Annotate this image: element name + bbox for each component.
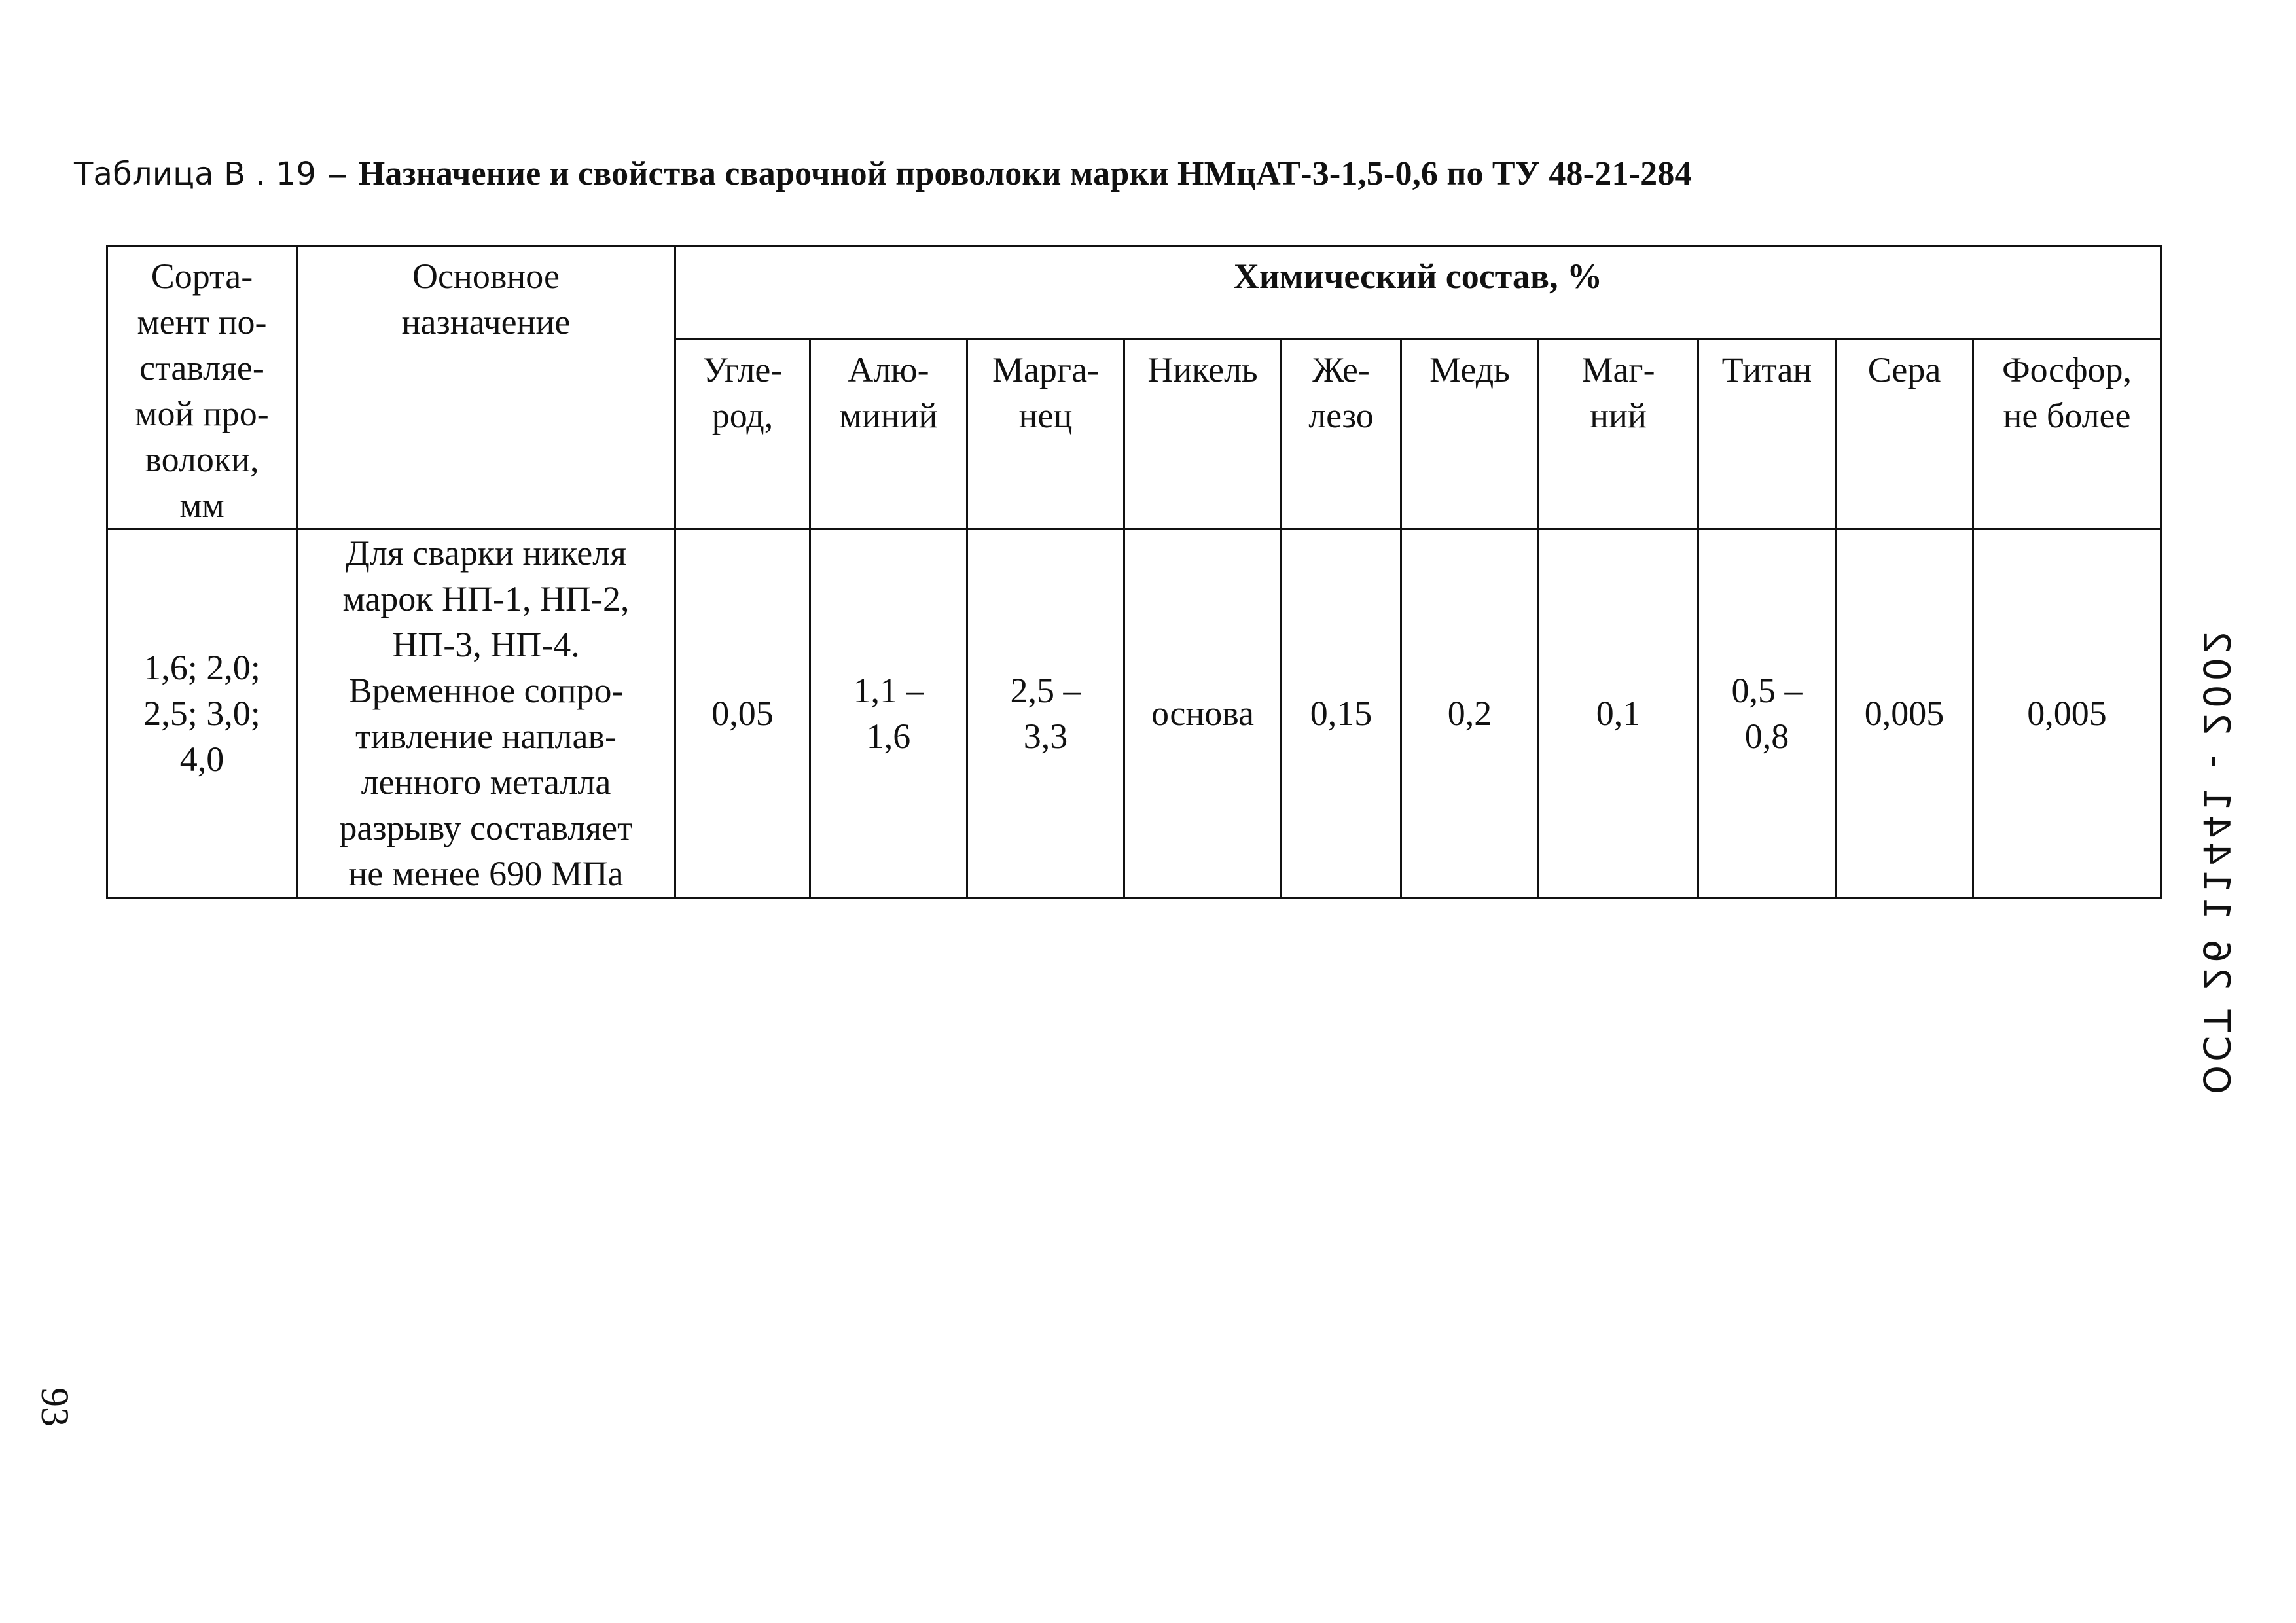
cell-magnesium: 0,1 [1539,529,1698,898]
cell-aluminium: 1,1 – 1,6 [810,529,967,898]
header-purpose: Основное назначение [297,246,675,529]
document-code: ОСТ 26 11441 - 2002 [2195,626,2237,1094]
header-carbon: Угле- род, [675,340,810,529]
header-phosphorus: Фосфор, не более [1973,340,2161,529]
header-titanium: Титан [1698,340,1836,529]
table-row [107,529,2161,898]
header-copper: Медь [1401,340,1539,529]
cell-sulfur: 0,005 [1836,529,1973,898]
header-chemical-composition: Химический состав, % [675,246,2161,340]
header-manganese: Марга- нец [967,340,1124,529]
cell-carbon: 0,05 [675,529,810,898]
table-number: Таблица В . 19 [74,156,317,192]
page-number: 93 [33,1387,77,1427]
cell-copper: 0,2 [1401,529,1539,898]
cell-phosphorus: 0,005 [1973,529,2161,898]
cell-assortment: 1,6; 2,0; 2,5; 3,0; 4,0 [107,529,297,898]
header-assortment: Сорта- мент по- ставляе- мой про- волоки, мм [107,246,297,529]
header-aluminium: Алю- миний [810,340,967,529]
table-caption [74,154,1692,193]
cell-nickel: основа [1124,529,1282,898]
header-sulfur: Сера [1836,340,1973,529]
cell-manganese: 2,5 – 3,3 [967,529,1124,898]
table-title: Назначение и свойства сварочной проволоки марки НМцАТ-3-1,5-0,6 по ТУ 48-21-284 [358,155,1692,192]
cell-iron: 0,15 [1282,529,1401,898]
header-magnesium: Маг- ний [1539,340,1698,529]
header-nickel: Никель [1124,340,1282,529]
header-row [107,246,2161,340]
cell-purpose: Для сварки никеля марок НП-1, НП-2, НП-3, НП-4. Временное сопро- тивление наплав- ленного металла разрыву составляет не менее 690 МПа [297,529,675,898]
header-iron: Же- лезо [1282,340,1401,529]
caption-dash: – [329,155,346,192]
wire-properties-table [106,245,2162,899]
cell-titanium: 0,5 – 0,8 [1698,529,1836,898]
